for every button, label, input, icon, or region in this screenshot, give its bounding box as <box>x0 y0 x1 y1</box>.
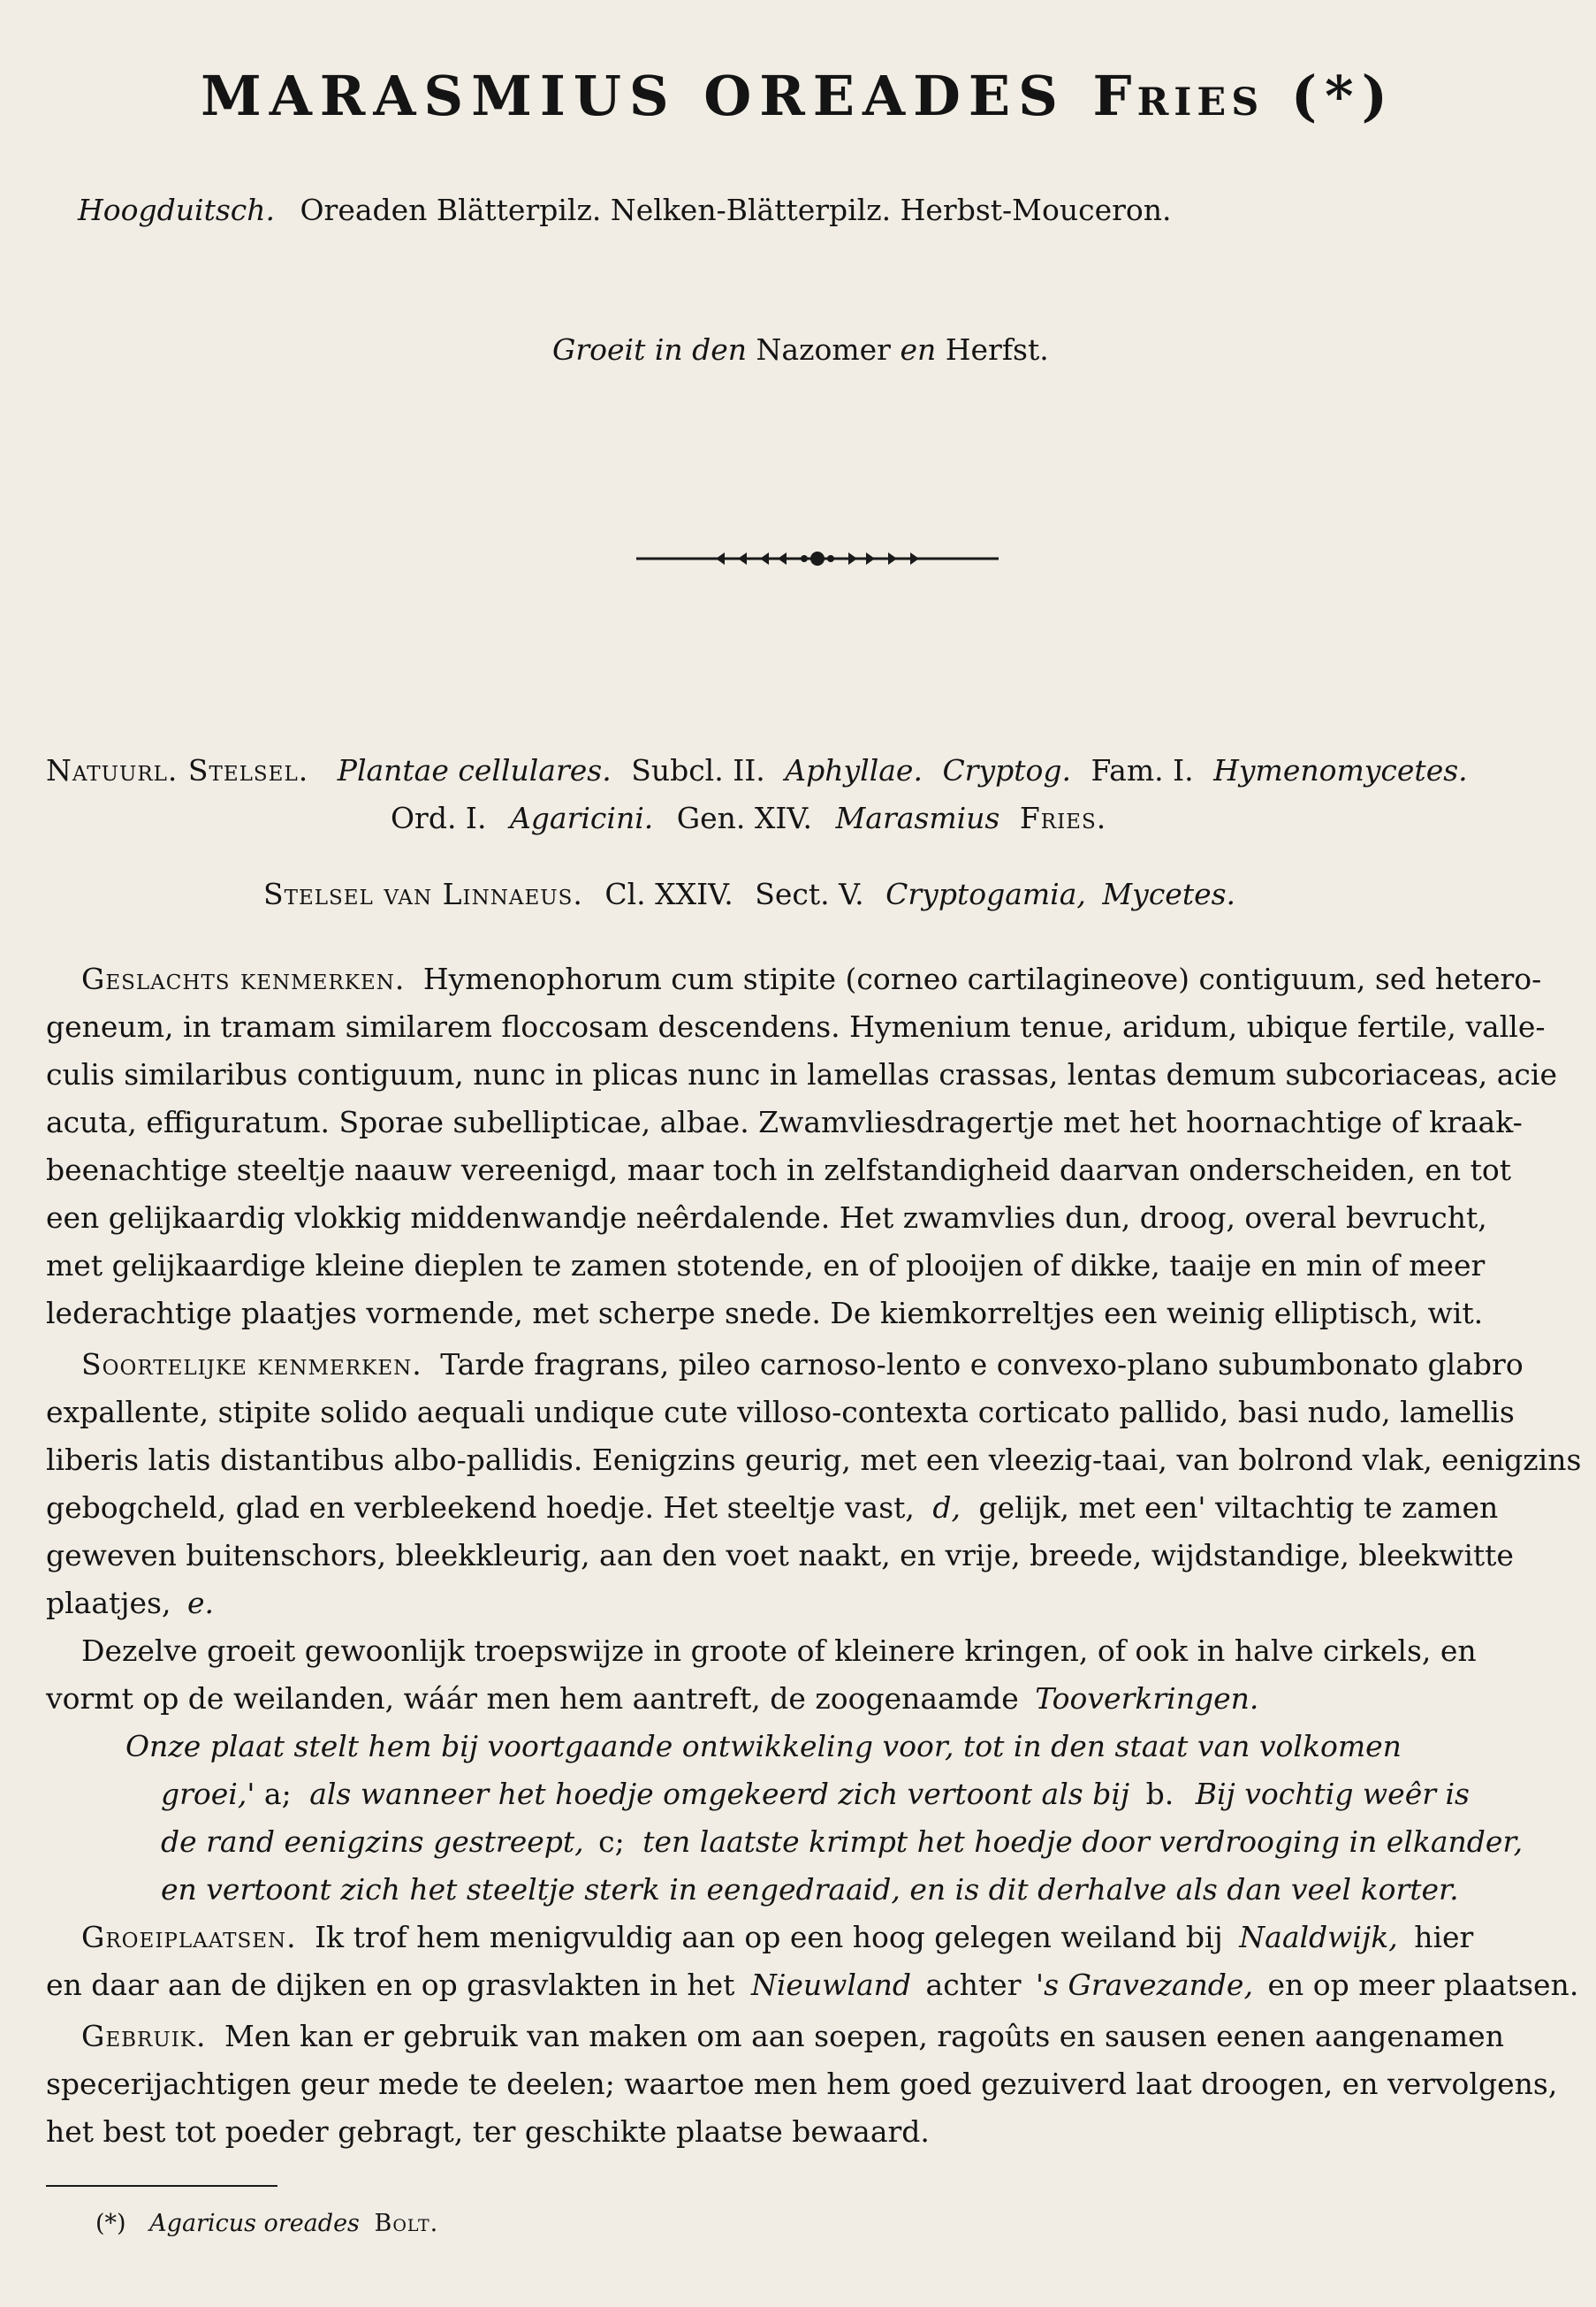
habitat-label: Groeiplaatsen. <box>81 1920 297 1954</box>
growth-habit-line-1: Dezelve groeit gewoonlijk troepswijze in groote of kleinere kringen, of ook in halve cirkels, en <box>81 1633 1477 1668</box>
ns-fam: Fam. I. <box>1091 753 1194 788</box>
natural-system-line-2 <box>391 801 1106 835</box>
ns-subcl: Subcl. II. <box>631 753 765 788</box>
natural-system-line-1 <box>46 753 1468 788</box>
growth-habit-line-2 <box>46 1681 1258 1716</box>
usage-text-1: Men kan er gebruik van maken om aan soepen, ragoûts en sausen eenen aangenamen <box>224 2019 1504 2053</box>
page-title <box>0 64 1596 128</box>
linnaeus-label: Stelsel van Linnaeus. <box>263 877 583 911</box>
plate-description-line-1: Onze plaat stelt hem bij voortgaande ontwikkeling voor, tot in den staat van volkomen <box>125 1729 1402 1763</box>
plate-desc-groei: groei,' <box>161 1777 264 1811</box>
ns-marasmius: Marasmius <box>835 801 1000 835</box>
genus-characters-line-6: een gelijkaardig vlokkig middenwandje neêrdalende. Het zwamvlies dun, droog, overal bevrucht, <box>46 1200 1487 1235</box>
species-characters-line-2: expallente, stipite solido aequali undique cute villoso-contexta corticato pallido, basi nudo, lamellis <box>46 1395 1515 1429</box>
species-characters-line-5: geweven buitenschors, bleekkleurig, aan den voet naakt, en vrije, breede, wijdstandige, bleekwitte <box>46 1538 1514 1572</box>
growth-habit-text: vormt op de weilanden, wáár men hem aantreft, de zoogenaamde <box>46 1681 1019 1716</box>
species-text: Tarde fragrans, pileo carnoso-lento e convexo-plano subumbonato glabro <box>440 1347 1524 1382</box>
ns-fries: Fries. <box>1019 801 1107 835</box>
genus-characters-line-3: culis similaribus contiguum, nunc in plicas nunc in lamellas crassas, lentas demum subcoriaceas, acie <box>46 1057 1557 1092</box>
place-gravezande: 's Gravezande, <box>1036 1968 1253 2002</box>
ns-hymenomycetes: Hymenomycetes. <box>1213 753 1468 788</box>
title-genus-species: MARASMIUS OREADES <box>201 64 1066 128</box>
genus-text: Hymenophorum cum stipite (corneo cartilagineove) contiguum, sed hetero- <box>422 962 1542 996</box>
season-text-d: Herfst. <box>945 332 1049 367</box>
place-naaldwijk: Naaldwijk, <box>1239 1920 1398 1954</box>
linnaeus-sect: Sect. V. <box>755 877 864 911</box>
ns-agaricini: Agaricini. <box>509 801 654 835</box>
title-footnote-mark: (*) <box>1290 64 1395 128</box>
plate-description-line-4: en vertoont zich het steeltje sterk in eengedraaid, en is dit derhalve als dan veel korter. <box>161 1872 1459 1907</box>
season-text-c: en <box>900 332 937 367</box>
genus-characters-line-1 <box>81 962 1541 996</box>
species-characters-line-6 <box>46 1586 214 1620</box>
habitat-text-e: en op meer plaatsen. <box>1267 1968 1579 2002</box>
season-text-a: Groeit in den <box>552 332 748 367</box>
season-text-b: Nazomer <box>756 332 891 367</box>
footnote <box>95 2210 438 2237</box>
ornament-divider <box>636 541 999 576</box>
genus-characters-line-4: acuta, effiguratum. Sporae subellipticae, albae. Zwamvliesdragertje met het hoornachtige of kraak- <box>46 1105 1523 1139</box>
plate-desc-rand: de rand eenigzins gestreept, <box>161 1824 584 1859</box>
species-characters-line-3: liberis latis distantibus albo-pallidis. Eenigzins geurig, met een vleezig-taai, van bolrond vlak, eenigzins <box>46 1443 1582 1477</box>
title-author: Fries <box>1092 64 1265 128</box>
species-line4-b: gelijk, met een' viltachtig te zamen <box>978 1490 1499 1525</box>
ns-plantae: Plantae cellulares. <box>337 753 612 788</box>
figure-ref-a: a; <box>263 1777 292 1811</box>
hoogduitsch-names: Oreaden Blätterpilz. Nelken-Blätterpilz. Herbst-Mouceron. <box>300 193 1172 227</box>
habitat-text-c: en daar aan de dijken en op grasvlakten in het <box>46 1968 735 2002</box>
habitat-text-d: achter <box>925 1968 1022 2002</box>
plate-desc-als: als wanneer het hoedje omgekeerd zich vertoont als bij <box>309 1777 1130 1811</box>
footnote-author: Bolt. <box>374 2210 439 2237</box>
usage-label: Gebruik. <box>81 2019 207 2053</box>
linnaeus-mycetes: Mycetes. <box>1102 877 1236 911</box>
usage-line-1 <box>81 2019 1504 2053</box>
genus-characters-line-2: geneum, in tramam similarem floccosam descendens. Hymenium tenue, aridum, ubique fertile, valle- <box>46 1009 1546 1044</box>
figure-ref-d: d, <box>932 1490 961 1525</box>
species-line4-a: gebogcheld, glad en verbleekend hoedje. Het steeltje vast, <box>46 1490 915 1525</box>
plate-desc-bij: Bij vochtig weêr is <box>1195 1777 1470 1811</box>
linnaeus-line <box>263 877 1235 911</box>
figure-ref-c: c; <box>598 1824 625 1859</box>
hoogduitsch-label: Hoogduitsch. <box>78 193 275 227</box>
habitat-text-a: Ik trof hem menigvuldig aan op een hoog gelegen weiland bij <box>315 1920 1223 1954</box>
species-characters-label: Soortelijke kenmerken. <box>81 1347 422 1382</box>
ns-gen: Gen. XIV. <box>676 801 812 835</box>
ns-aphyllae: Aphyllae. <box>785 753 923 788</box>
genus-characters-line-5: beenachtige steeltje naauw vereenigd, maar toch in zelfstandigheid daarvan onderscheiden, en tot <box>46 1153 1512 1187</box>
habitat-line-1 <box>81 1920 1473 1954</box>
habitat-text-b: hier <box>1414 1920 1474 1954</box>
figure-ref-e: e. <box>186 1586 215 1620</box>
plate-description-line-2 <box>161 1777 1470 1811</box>
footnote-species: Agaricus oreades <box>149 2210 360 2237</box>
season-line <box>552 332 1049 367</box>
usage-line-3: het best tot poeder gebragt, ter geschikte plaatse bewaard. <box>46 2114 930 2149</box>
figure-ref-b: b. <box>1145 1777 1174 1811</box>
plate-description-line-3 <box>161 1824 1523 1859</box>
genus-characters-line-7: met gelijkaardige kleine dieplen te zamen stotende, en of plooijen of dikke, taaije en min of meer <box>46 1248 1486 1283</box>
genus-characters-line-8: lederachtige plaatjes vormende, met scherpe snede. De kiemkorreltjes een weinig elliptisch, wit. <box>46 1296 1484 1330</box>
ns-ord: Ord. I. <box>391 801 487 835</box>
usage-line-2: specerijachtigen geur mede te deelen; waartoe men hem goed gezuiverd laat droogen, en vervolgens, <box>46 2067 1558 2101</box>
species-line6-a: plaatjes, <box>46 1586 171 1620</box>
linnaeus-class: Cl. XXIV. <box>604 877 733 911</box>
natural-system-label: Natuurl. Stelsel. <box>46 753 309 788</box>
genus-characters-label: Geslachts kenmerken. <box>81 962 406 996</box>
footnote-mark: (*) <box>95 2210 126 2237</box>
tooverkringen-term: Tooverkringen. <box>1035 1681 1259 1716</box>
plate-desc-krimpt: ten laatste krimpt het hoedje door verdrooging in elkander, <box>642 1824 1524 1859</box>
species-characters-line-4 <box>46 1490 1498 1525</box>
ns-cryptog: Cryptog. <box>942 753 1071 788</box>
habitat-line-2 <box>46 1968 1578 2002</box>
footnote-rule <box>46 2185 277 2187</box>
species-characters-line-1 <box>81 1347 1524 1382</box>
place-nieuwland: Nieuwland <box>750 1968 912 2002</box>
hoogduitsch-line <box>78 193 1172 227</box>
linnaeus-cryptogamia: Cryptogamia, <box>885 877 1086 911</box>
